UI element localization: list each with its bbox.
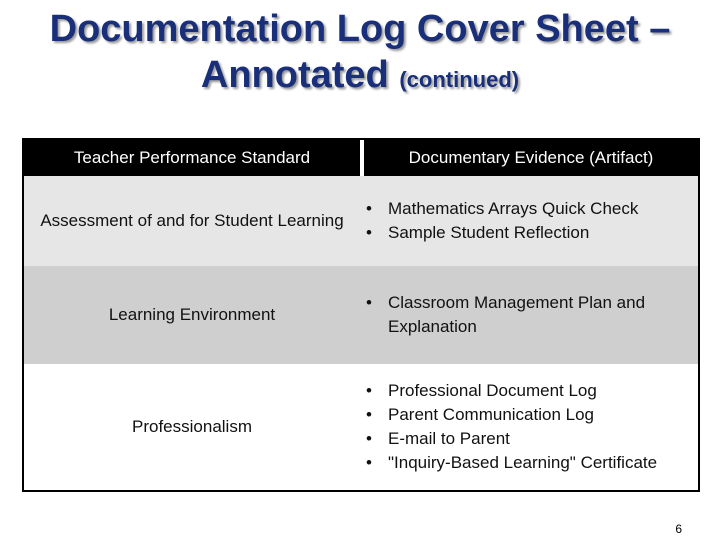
standard-cell: Professionalism [132, 417, 252, 436]
title-line-2 [0, 52, 720, 103]
header-evidence: Documentary Evidence (Artifact) [364, 140, 698, 176]
evidence-item: • Classroom Management Plan and Explanation [366, 291, 692, 339]
title-continued: (continued) [399, 67, 520, 92]
evidence-item: • Mathematics Arrays Quick Check [366, 197, 638, 221]
evidence-cell [360, 266, 698, 364]
standard-cell: Assessment of and for Student Learning [40, 211, 344, 230]
table-row [24, 364, 698, 490]
slide-title [0, 6, 720, 103]
table-row [24, 266, 698, 364]
documentation-table [22, 138, 700, 492]
evidence-list [366, 291, 692, 339]
evidence-item: • Parent Communication Log [366, 403, 657, 427]
evidence-cell [360, 176, 698, 266]
evidence-item: • Professional Document Log [366, 379, 657, 403]
evidence-cell [360, 364, 698, 490]
title-main: Annotated [200, 54, 389, 96]
evidence-item: • "Inquiry-Based Learning" Certificate [366, 451, 657, 475]
header-standard: Teacher Performance Standard [24, 140, 360, 176]
evidence-list [366, 197, 638, 245]
standard-cell: Learning Environment [108, 305, 276, 324]
table-row [24, 176, 698, 266]
evidence-list [366, 379, 657, 475]
page-number: 6 [675, 522, 682, 536]
title-line-1: Documentation Log Cover Sheet – [49, 8, 671, 50]
evidence-item: • Sample Student Reflection [366, 221, 638, 245]
evidence-item: • E-mail to Parent [366, 427, 657, 451]
